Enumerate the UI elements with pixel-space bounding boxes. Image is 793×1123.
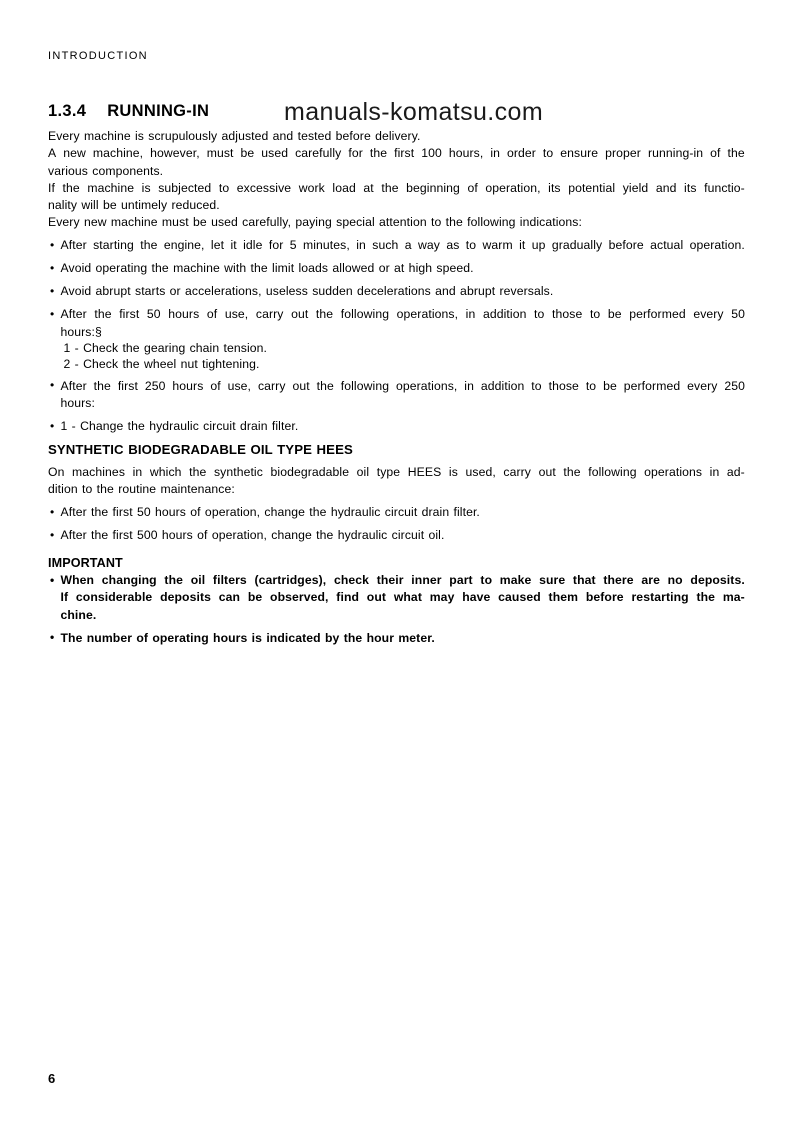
word: functio- [704, 180, 745, 195]
word: no [667, 573, 683, 588]
bullet-list [48, 504, 745, 544]
text-line: hours:§ [60, 324, 102, 339]
section-heading: SYNTHETIC BIODEGRADABLE OIL TYPE HEES [48, 442, 353, 458]
page-number: 6 [48, 1071, 56, 1086]
word: After [60, 307, 87, 322]
bullet-item [48, 572, 745, 624]
bullet-icon: • [50, 504, 55, 519]
word: HEES [407, 464, 442, 479]
text-line: The number of operating hours is indicated by the hour meter. [60, 630, 435, 645]
word: synthetic [213, 464, 263, 479]
bullet-icon: • [50, 418, 55, 433]
bullet-icon: • [50, 572, 55, 587]
word: excessive [236, 180, 292, 195]
word: If [48, 180, 55, 195]
word: its [548, 180, 561, 195]
word: out [291, 307, 309, 322]
word: be [603, 378, 617, 393]
word: new [63, 146, 86, 161]
section-title: RUNNING-IN [107, 102, 210, 120]
word: to [531, 378, 542, 393]
word: the [189, 464, 207, 479]
word: before [608, 238, 644, 253]
word: carefully [295, 146, 342, 161]
word: type [376, 464, 401, 479]
word: in [464, 378, 474, 393]
word: may [429, 590, 455, 605]
word: the [316, 378, 334, 393]
word: let [210, 238, 225, 253]
text-line [61, 572, 746, 589]
word: in [356, 238, 366, 253]
bullet-item [48, 378, 745, 413]
word: hours [168, 307, 200, 322]
text-line: Avoid abrupt starts or accelerations, useless sudden decelerations and abrupt reversals. [60, 284, 554, 299]
paragraph [48, 128, 745, 232]
word: (cartridges), [254, 573, 327, 588]
word: warm [482, 238, 513, 253]
word: be [607, 307, 622, 322]
section-number: 1.3.4 [48, 102, 87, 120]
word: ad- [726, 464, 745, 479]
word: as [446, 238, 460, 253]
word: operation, [485, 180, 541, 195]
word: If [60, 590, 69, 605]
word: engine, [163, 238, 205, 253]
word: idle [243, 238, 263, 253]
word: first [119, 307, 140, 322]
word: following [340, 378, 390, 393]
word: out [292, 378, 310, 393]
word: a [404, 238, 412, 253]
text-line: hours: [60, 396, 95, 411]
word: make [499, 573, 532, 588]
bullet-icon: • [50, 260, 55, 275]
bullet-item [48, 237, 745, 254]
word: out [538, 464, 556, 479]
word: in [465, 307, 476, 322]
word: its [684, 180, 697, 195]
word: yield [622, 180, 649, 195]
word: oil [356, 464, 370, 479]
document-content [48, 128, 745, 647]
word: to [480, 573, 493, 588]
word: hours, [448, 146, 484, 161]
word: work [298, 180, 325, 195]
word: it [519, 238, 526, 253]
text-line: dition to the routine maintenance: [48, 482, 235, 497]
word: up [531, 238, 546, 253]
word: carry [257, 378, 286, 393]
word: to [585, 378, 597, 393]
word: those [548, 378, 579, 393]
text-line [61, 237, 746, 254]
word: use, [224, 307, 249, 322]
word: be [247, 590, 263, 605]
bullet-item [48, 418, 745, 435]
word: those [552, 307, 583, 322]
word: hours [172, 378, 204, 393]
word: them [548, 590, 579, 605]
word: which [149, 464, 182, 479]
text-line: 1 - Change the hydraulic circuit drain filter. [60, 419, 299, 434]
word: first [394, 146, 415, 161]
text-line [48, 180, 745, 197]
word: for [268, 238, 284, 253]
paragraph [48, 464, 745, 499]
bullet-item [48, 283, 745, 300]
word: the [563, 464, 581, 479]
bullet-icon: • [50, 527, 55, 542]
word: ma- [722, 590, 745, 605]
word: beginning [406, 180, 460, 195]
bullet-item [48, 527, 745, 544]
word: the [94, 307, 112, 322]
word: at [363, 180, 374, 195]
word: the [381, 180, 399, 195]
section-heading: IMPORTANT [48, 555, 123, 570]
bullet-icon: • [50, 283, 55, 298]
word: following [588, 464, 637, 479]
word: following [340, 307, 390, 322]
word: 50 [731, 307, 745, 322]
word: 250 [724, 378, 745, 393]
word: running-in [647, 146, 704, 161]
word: in [709, 464, 720, 479]
word: before [585, 590, 624, 605]
text-line: After the first 50 hours of operation, change the hydraulic circuit drain filter. [60, 505, 480, 520]
word: deposits. [690, 573, 745, 588]
word: After [60, 238, 87, 253]
word: to [465, 238, 477, 253]
word: what [393, 590, 422, 605]
word: to [534, 307, 545, 322]
word: order [506, 146, 536, 161]
word: their [376, 573, 404, 588]
word: used, [465, 464, 496, 479]
word: be [240, 146, 255, 161]
text-line [61, 306, 746, 323]
running-head: INTRODUCTION [48, 50, 148, 62]
word: ensure [560, 146, 599, 161]
word: part [449, 573, 473, 588]
word: operation. [689, 238, 745, 253]
text-line [48, 464, 745, 481]
word: is [141, 180, 151, 195]
text-line: 2 - Check the wheel nut tightening. [63, 356, 260, 371]
word: filters [212, 573, 247, 588]
word: use, [227, 378, 252, 393]
word: every [693, 307, 724, 322]
text-line [61, 378, 746, 395]
text-line [61, 589, 746, 606]
text-line: Every new machine must be used carefully, paying special attention to the following indications: [48, 215, 582, 230]
word: A [48, 146, 57, 161]
text-line: various components. [48, 163, 164, 178]
bullet-list [48, 237, 745, 435]
text-line: nality will be untimely reduced. [48, 198, 220, 213]
word: starting [93, 238, 134, 253]
word: however, [150, 146, 200, 161]
word: 5 [289, 238, 297, 253]
section-title-row [48, 102, 209, 121]
bullet-item [48, 260, 745, 277]
text-line: chine. [60, 607, 97, 622]
word: biodegradable [270, 464, 350, 479]
word: caused [498, 590, 541, 605]
word: machines [72, 464, 126, 479]
word: deposits [160, 590, 211, 605]
text-line: Avoid operating the machine with the limit loads allowed or at high speed. [60, 261, 474, 276]
word: is [448, 464, 458, 479]
word: machine, [92, 146, 144, 161]
word: addition [480, 378, 525, 393]
bullet-icon: • [50, 378, 55, 393]
word: and [655, 180, 677, 195]
word: minutes, [302, 238, 350, 253]
word: way [418, 238, 440, 253]
word: the [696, 590, 716, 605]
word: the [62, 180, 80, 195]
word: potential [568, 180, 616, 195]
word: subjected [158, 180, 212, 195]
word: When [60, 573, 95, 588]
text-line: 1 - Check the gearing chain tension. [63, 341, 268, 356]
word: to [218, 180, 230, 195]
word: the [369, 146, 388, 161]
word: performed [629, 307, 686, 322]
word: there [603, 573, 634, 588]
bullet-icon: • [50, 306, 55, 321]
word: the [93, 378, 111, 393]
word: to [542, 146, 554, 161]
word: operations, [396, 307, 459, 322]
word: have [462, 590, 491, 605]
word: performed [623, 378, 681, 393]
bullet-item [48, 306, 745, 372]
word: inner [411, 573, 442, 588]
word: machine [87, 180, 135, 195]
word: load [332, 180, 356, 195]
word: must [206, 146, 234, 161]
word: find [336, 590, 360, 605]
bullet-icon: • [50, 237, 55, 252]
bullet-list [48, 572, 745, 647]
word: out [366, 590, 387, 605]
word: On [48, 464, 65, 479]
word: in [132, 464, 143, 479]
word: first [117, 378, 138, 393]
bullet-icon: • [50, 630, 55, 645]
word: used [261, 146, 289, 161]
word: 50 [146, 307, 161, 322]
word: in [490, 146, 500, 161]
word: gradually [551, 238, 603, 253]
word: carry [503, 464, 532, 479]
word: proper [605, 146, 641, 161]
text-line [48, 145, 745, 162]
word: check [333, 573, 369, 588]
word: sure [539, 573, 566, 588]
word: After [60, 378, 87, 393]
word: to [589, 307, 601, 322]
word: restarting [631, 590, 689, 605]
word: of [467, 180, 478, 195]
word: can [218, 590, 241, 605]
word: of [210, 378, 221, 393]
word: the [164, 573, 184, 588]
word: it [230, 238, 237, 253]
word: the [140, 238, 158, 253]
word: of [710, 146, 721, 161]
text-line: After the first 500 hours of operation, change the hydraulic circuit oil. [60, 528, 445, 543]
word: considerable [75, 590, 153, 605]
word: carry [255, 307, 284, 322]
word: of [206, 307, 218, 322]
text-line: Every machine is scrupulously adjusted and tested before delivery. [48, 129, 421, 143]
word: 250 [144, 378, 166, 393]
word: operations [644, 464, 703, 479]
watermark-text: manuals-komatsu.com [284, 98, 544, 126]
bullet-item [48, 504, 745, 521]
word: oil [190, 573, 206, 588]
word: the [315, 307, 334, 322]
word: the [727, 146, 745, 161]
word: every [687, 378, 718, 393]
word: that [572, 573, 596, 588]
word: are [641, 573, 660, 588]
word: observed, [270, 590, 329, 605]
word: addition [482, 307, 527, 322]
word: for [348, 146, 363, 161]
word: 100 [421, 146, 442, 161]
word: operations, [395, 378, 458, 393]
word: changing [101, 573, 157, 588]
bullet-item [48, 630, 745, 647]
word: actual [650, 238, 684, 253]
word: such [372, 238, 399, 253]
